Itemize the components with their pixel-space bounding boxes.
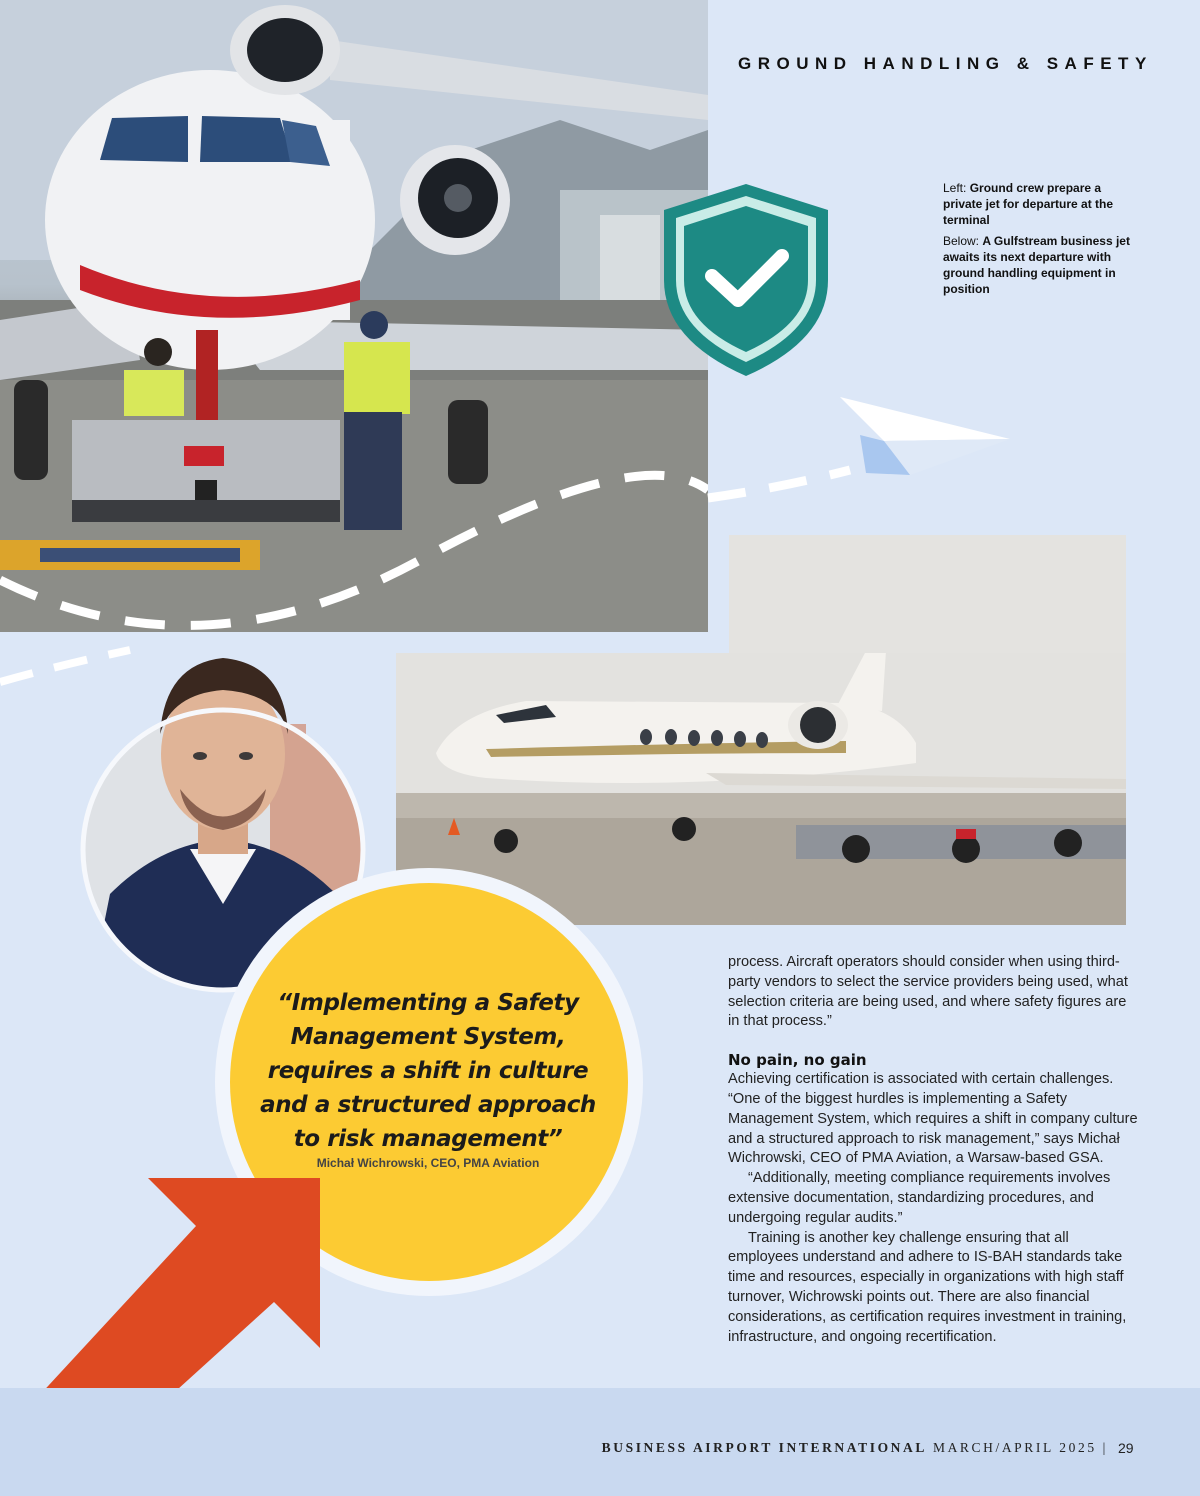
photo-captions (943, 180, 1133, 302)
caption-left-prefix: Left: (943, 181, 967, 195)
section-title: GROUND HANDLING & SAFETY (738, 54, 1153, 73)
caption-left-text: Ground crew prepare a private jet for departure at the terminal (943, 181, 1114, 227)
paper-plane-icon (840, 395, 1015, 475)
article-paragraph: “Additionally, meeting compliance requirements involves extensive documentation, standardizing procedures, and undergoing regular audits.” (728, 1170, 1111, 1226)
footer-issue: MARCH/APRIL 2025 | (932, 1440, 1108, 1455)
footer-publication: BUSINESS AIRPORT INTERNATIONAL (601, 1440, 927, 1455)
article-paragraph: Achieving certification is associated with certain challenges. “One of the biggest hurdles is implementing a Safety Management System, which requires a shift in company culture and a structured approach to risk management,” says Michał Wichrowski, CEO of PMA Aviation, a Warsaw-based GSA. (728, 1071, 1138, 1167)
pull-quote-text: “Implementing a Safety Management System, requires a shift in culture and a structured approach to risk management” (260, 990, 596, 1152)
article-subhead: No pain, no gain (728, 1051, 867, 1070)
article-body (728, 953, 1138, 1347)
bottom-photo-top-strip (729, 535, 1126, 655)
shield-check-icon (660, 180, 832, 378)
caption-below (943, 233, 1133, 297)
caption-below-prefix: Below: (943, 234, 980, 248)
page-number: 29 (1118, 1440, 1134, 1456)
article-paragraph: process. Aircraft operators should consider when using third-party vendors to select the service providers being used, what selection criteria are being used, and where safety figures are in that process.” (728, 954, 1128, 1030)
article-paragraph: Training is another key challenge ensuring that all employees understand and adhere to IS-BAH standards take time and resources, especially in organizations with high staff turnover, Wichrowski points out. There are also financial considerations, as certification requires investment in training, infrastructure, and ongoing recertification. (728, 1229, 1127, 1345)
pull-quote-attribution: Michał Wichrowski, CEO, PMA Aviation (316, 1156, 540, 1170)
caption-left (943, 180, 1133, 228)
caption-below-text: A Gulfstream business jet awaits its next departure with ground handling equipment in position (943, 234, 1130, 296)
footer-publication-line (602, 1440, 1108, 1456)
